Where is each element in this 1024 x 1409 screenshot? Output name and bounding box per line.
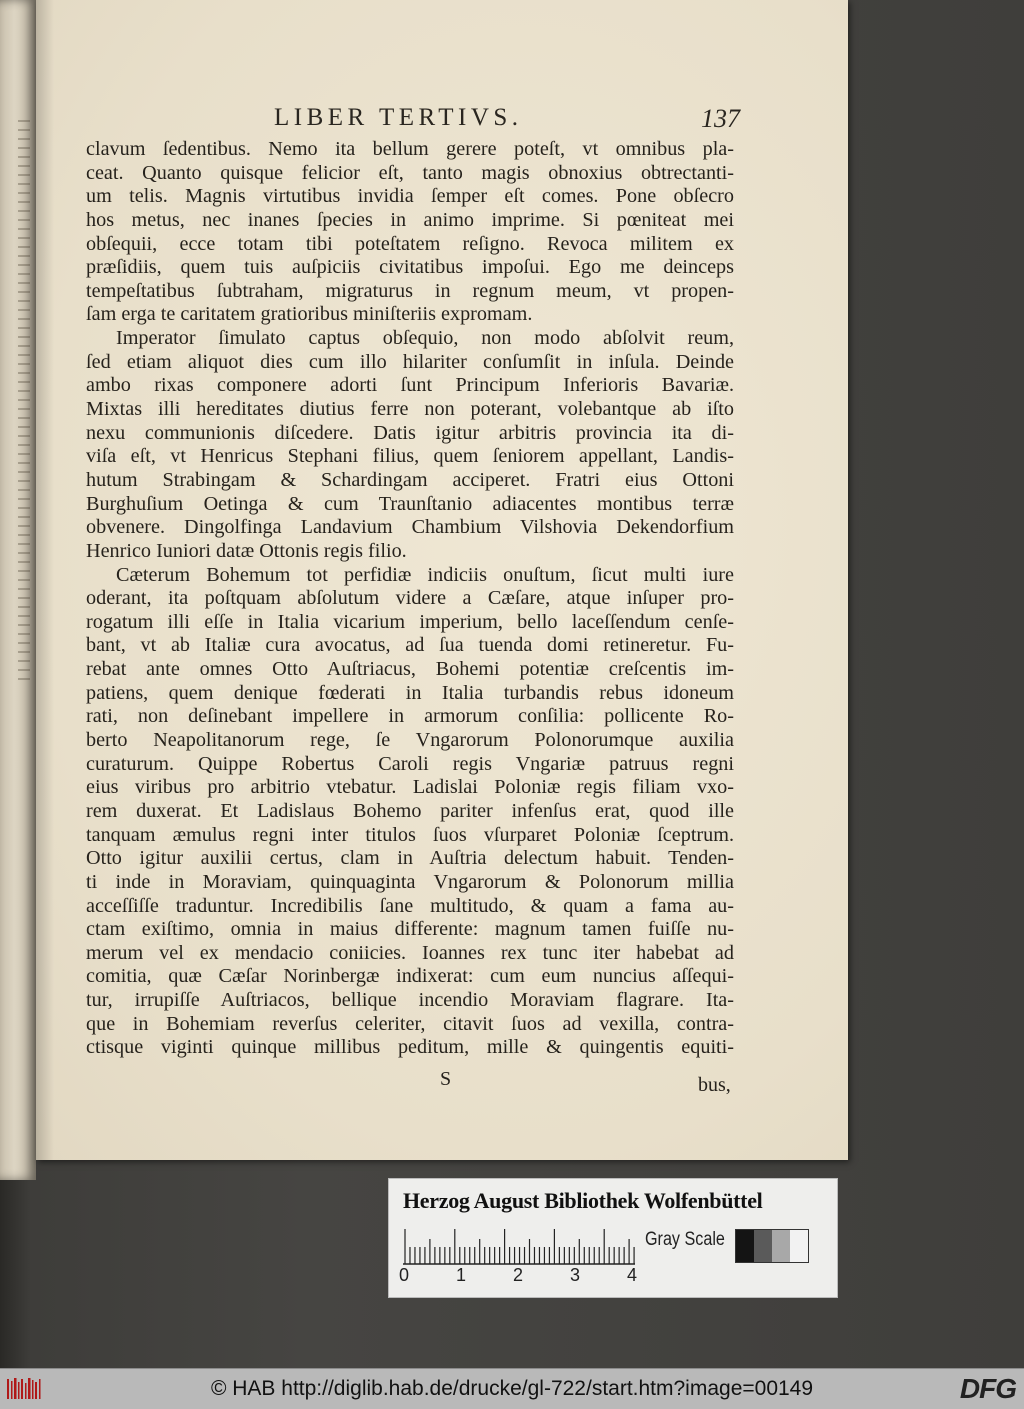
text-line: patiens, quem denique fœderati in Italia turbandis rebus idoneum	[86, 681, 734, 704]
text-line: ambo rixas componere adorti ſunt Principum Inferioris Bavariæ.	[86, 374, 734, 397]
ruler-number: 2	[513, 1265, 524, 1285]
gray-patch	[790, 1230, 808, 1262]
facing-page-edge	[0, 0, 36, 1180]
text-line: rogatum illi eſſe in Italia vicarium imperium, bello laceſſendum cenſe-	[86, 610, 734, 633]
footer-source-link[interactable]: © HAB http://diglib.hab.de/drucke/gl-722/start.htm?image=00149	[210, 1377, 814, 1400]
text-line: curaturum. Quippe Robertus Caroli regis Vngariæ patruus regni	[86, 752, 734, 775]
text-line: acceſſiſſe traduntur. Incredibilis ſane multitudo, & quam a fama au-	[86, 894, 734, 917]
gray-patch	[772, 1230, 790, 1262]
text-line: obvenere. Dingolfinga Landavium Chambium Vilshovia Dekendorfium	[86, 516, 734, 539]
text-line: rem duxerat. Et Ladislaus Bohemo pariter infenſus erat, quod ille	[86, 799, 734, 822]
text-line: Henrico Iuniori datæ Ottonis regis filio.	[86, 539, 407, 562]
running-head	[264, 104, 744, 138]
signature-mark: S	[440, 1068, 452, 1090]
text-line: Mixtas illi hereditates diutius ferre non poterant, volebantque ab iſto	[86, 398, 734, 421]
text-line: tur, irrupiſſe Auſtriacos, bellique incendio Moraviam flagrare. Ita-	[86, 989, 734, 1012]
text-line: comitia, quæ Cæſar Norinbergæ indixerat: cum eum nuncius aſſequi-	[86, 965, 734, 988]
text-line: nexu communionis diſcedere. Datis igitur arbitris provincia ita di-	[86, 421, 734, 444]
viewer-footer	[0, 1368, 1024, 1409]
color-scale-card	[388, 1178, 838, 1298]
ruler-number: 4	[627, 1265, 638, 1285]
ruler-ticks	[403, 1229, 635, 1265]
text-line: rati, non deſinebant impellere in armorum conſilia: pollicente Ro-	[86, 705, 734, 728]
gray-patch	[736, 1230, 754, 1262]
text-line: præſidiis, quem tuis auſpiciis civitatibus impoſui. Ego me deinceps	[86, 256, 734, 279]
text-line: berto Neapolitanorum rege, ſe Vngarorum Polonorumque auxilia	[86, 729, 734, 752]
gray-scale-label: Gray Scale	[645, 1229, 725, 1250]
ruler-number: 3	[570, 1265, 581, 1285]
text-line: que in Bohemiam reverſus celeriter, citavit ſuos ad vexilla, contra-	[86, 1012, 734, 1035]
ruler-number: 1	[456, 1265, 467, 1285]
text-line: oderant, ita poſtquam abſolutum videre a Cæſare, atque inſuper pro-	[86, 587, 734, 610]
text-line: ceat. Quanto quisque felicior eſt, tanto magis obnoxius obtrectanti-	[86, 161, 734, 184]
text-line: tanquam æmulus regni inter titulos ſuos vſurparet Poloniæ ſceptrum.	[86, 823, 734, 846]
catchword: bus,	[698, 1074, 731, 1096]
ruler-numbers	[399, 1265, 639, 1289]
body-text	[86, 138, 734, 1060]
text-line: Otto igitur auxilii certus, clam in Auſtria delectum habuit. Tenden-	[86, 847, 734, 870]
text-line: ti inde in Moraviam, quinquaginta Vngarorum & Polonorum millia	[86, 870, 734, 893]
text-line: eius viribus pro arbitrio vtebatur. Ladislai Poloniæ regis filiam vxo-	[86, 776, 734, 799]
text-line: obſequii, ecce totam tibi poteſtatem reſigno. Revoca militem ex	[86, 232, 734, 255]
gray-patch	[754, 1230, 772, 1262]
text-line: ſam erga te caritatem gratioribus miniſteriis expromam.	[86, 303, 533, 326]
text-line: Imperator ſimulato captus obſequio, non modo abſolvit reum,	[116, 327, 734, 350]
text-line: rebat ante omnes Otto Auſtriacus, Bohemi potentiæ creſcentis im-	[86, 658, 734, 681]
ruler-number: 0	[399, 1265, 410, 1285]
running-head-title: LIBER TERTIVS.	[274, 104, 523, 131]
measurement-ruler	[403, 1229, 635, 1265]
text-line: viſa eſt, vt Henricus Stephani filius, quem ſeniorem appellant, Landis-	[86, 445, 734, 468]
text-line: Burghuſium Oetinga & cum Traunſtanio adiacentes montibus terræ	[86, 492, 734, 515]
dfg-logo: DFG	[959, 1373, 1016, 1404]
text-line: hutum Strabingam & Schardingam acciperet. Fratri eius Ottoni	[86, 468, 734, 491]
facing-page-text-traces	[18, 120, 30, 680]
text-line: ctisque viginti quinque millibus peditum, mille & quingentis equiti-	[86, 1036, 734, 1059]
gray-scale-patches	[735, 1229, 809, 1263]
text-line: clavum ſedentibus. Nemo ita bellum gerere poteſt, vt omnibus pla-	[86, 138, 734, 160]
text-line: hos metus, nec inanes ſpecies in animo imprime. Si pœniteat mei	[86, 208, 734, 231]
page-number: 137	[701, 104, 740, 133]
text-line: merum vel ex mendacio coniicies. Ioannes rex tunc iter habebat ad	[86, 941, 734, 964]
text-line: Cæterum Bohemum tot perfidiæ indiciis onuſtum, ſicut multi iure	[116, 563, 734, 586]
text-line: bant, vt ab Italiæ cura avocatus, ad ſua tuenda domi retineretur. Fu-	[86, 634, 734, 657]
text-line: ſed etiam aliquot dies cum illo hilariter conſumſit in inſula. Deinde	[86, 350, 734, 373]
gutter-shadow	[36, 0, 54, 1160]
text-line: ctam exiſtimo, omnia in maius differente: magnum tamen fuiſſe nu-	[86, 918, 734, 941]
library-name: Herzog August Bibliothek Wolfenbüttel	[403, 1188, 763, 1213]
text-line: um telis. Magnis virtutibus invidia ſemper eſt comes. Pone obſecro	[86, 185, 734, 208]
text-line: tempeſtatibus ſubtraham, migraturus in regnum meum, vt propen-	[86, 279, 734, 302]
